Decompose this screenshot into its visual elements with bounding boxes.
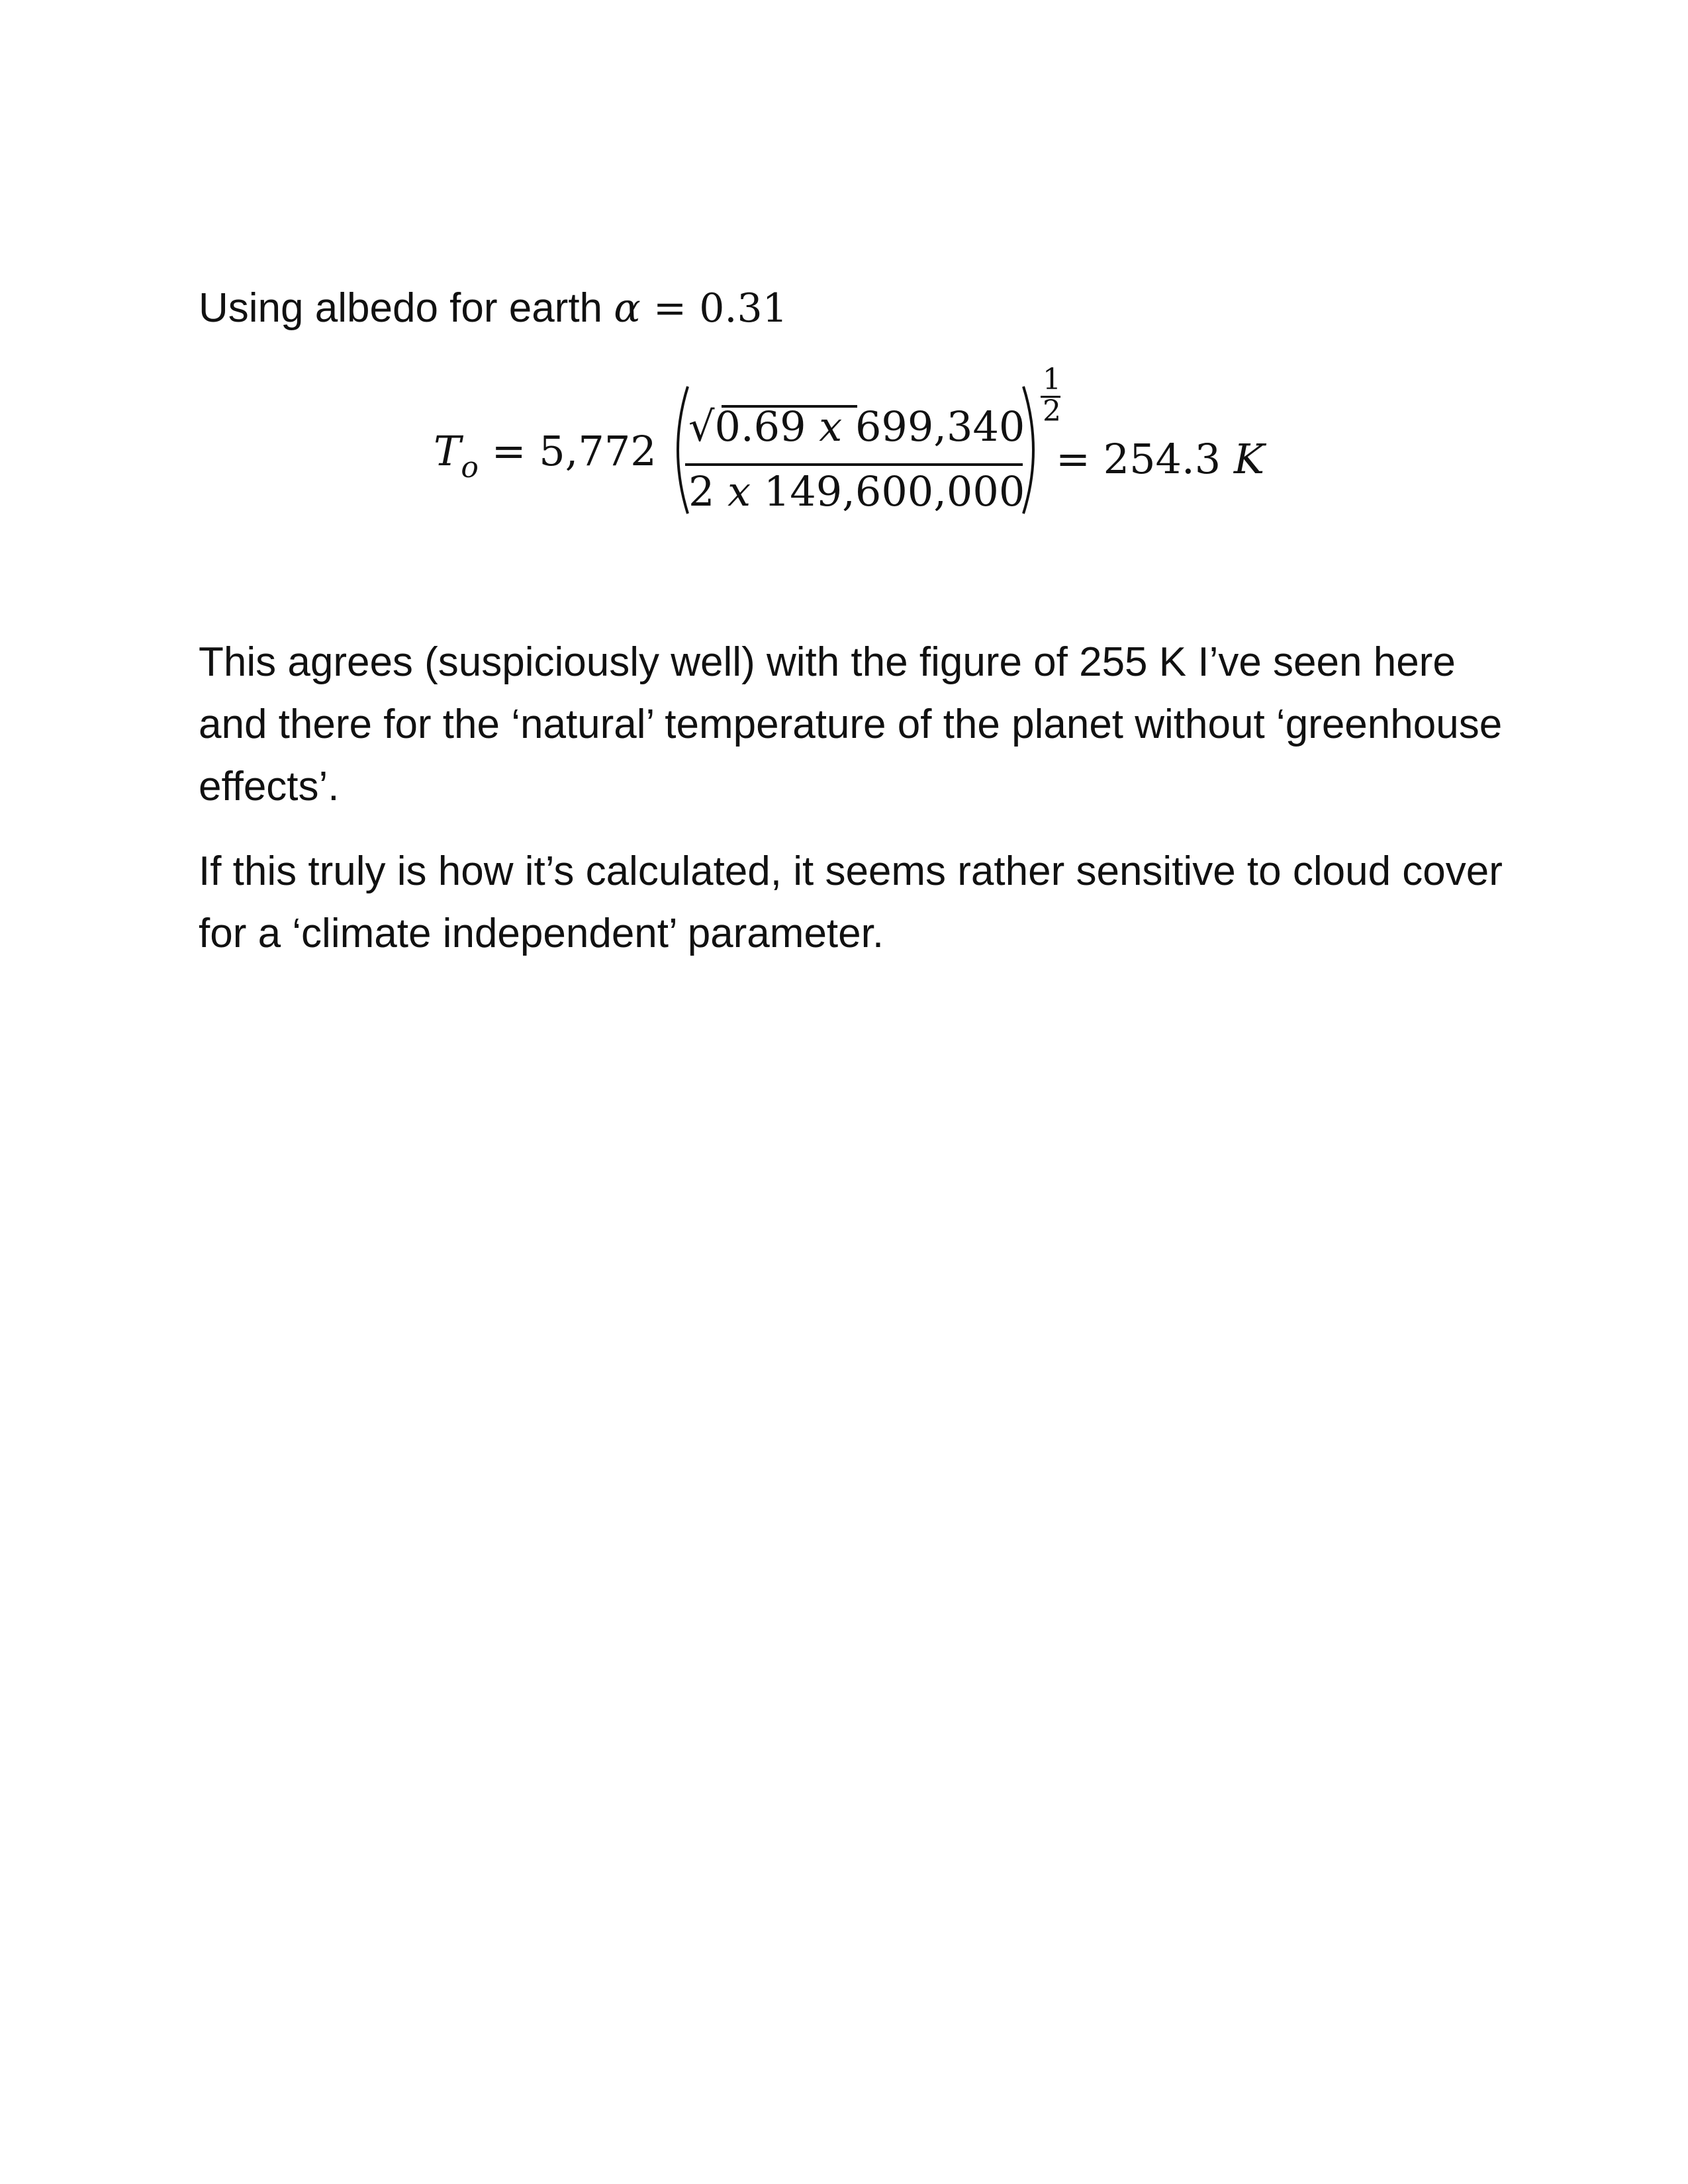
sqrt-argument: 0.69 — [714, 402, 806, 451]
fraction-bar — [685, 463, 1023, 466]
albedo-symbol: α — [614, 285, 641, 332]
left-paren — [665, 384, 692, 516]
numerator-value: 699,340 — [855, 402, 1025, 451]
exponent-denominator: 2 — [1043, 394, 1061, 428]
albedo-line — [199, 282, 788, 335]
rhs-result: = 254.3 — [1056, 435, 1234, 483]
equation-lhs — [434, 427, 657, 484]
denominator-value: 149,600,000 — [751, 467, 1025, 516]
albedo-intro-text: Using albedo for earth — [199, 285, 614, 331]
fraction-denominator — [688, 467, 1025, 516]
equation-rhs — [1056, 435, 1264, 483]
sqrt-sign: √ — [688, 402, 715, 451]
lhs-subscript: o — [461, 451, 479, 484]
paragraph-sensitivity: If this truly is how it’s calculated, it seems rather sensitive to cloud cover for a ‘climate independent’ parameter. — [199, 848, 1503, 956]
denominator-times: x — [727, 467, 751, 516]
sqrt-overline — [722, 405, 857, 408]
fraction-numerator — [688, 402, 1025, 451]
lhs-variable: T — [434, 427, 461, 475]
rhs-unit: K — [1233, 435, 1265, 483]
denominator-factor: 2 — [688, 467, 728, 516]
exponent-numerator: 1 — [1043, 363, 1061, 396]
albedo-value: = 0.31 — [640, 285, 788, 332]
right-paren — [1019, 384, 1046, 516]
numerator-times: x — [806, 402, 855, 451]
temperature-equation — [424, 357, 1284, 529]
paragraph-agreement: This agrees (suspiciously well) with the figure of 255 K I’ve seen here and there for the ‘natural’ temperature of the planet without ‘greenhouse effects’. — [199, 639, 1503, 809]
lhs-constant: = 5,772 — [478, 427, 657, 475]
